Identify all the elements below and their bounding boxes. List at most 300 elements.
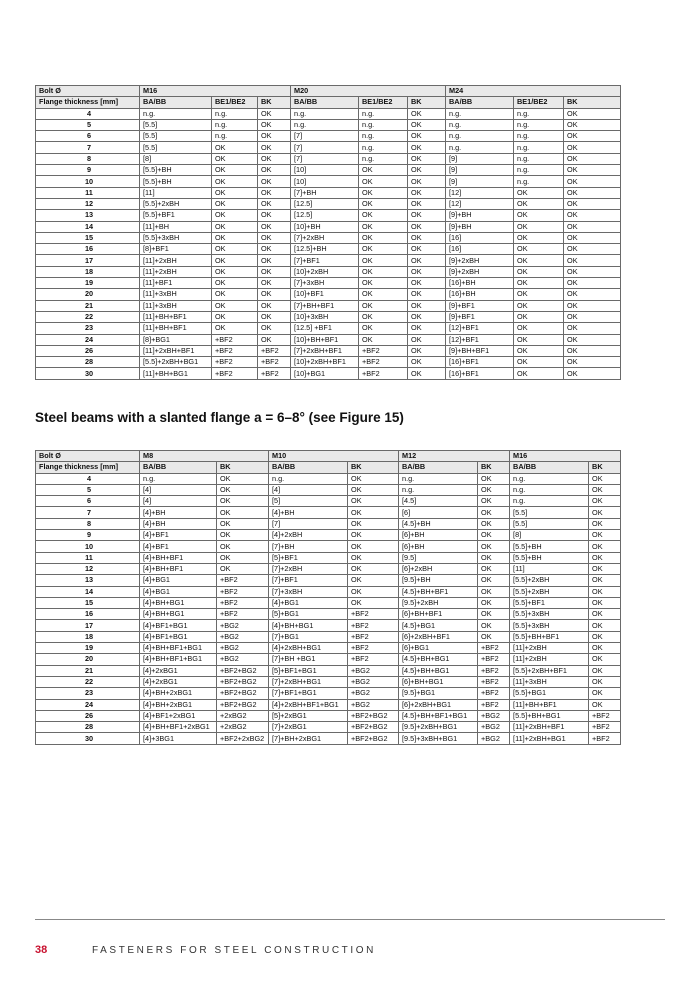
table-row xyxy=(36,232,621,243)
table-cell: [16]+BH xyxy=(446,289,514,300)
table-cell: OK xyxy=(589,473,621,484)
table-cell: [11] xyxy=(140,187,212,198)
flange-thickness-cell: 18 xyxy=(36,266,140,277)
table-cell: OK xyxy=(258,311,291,322)
table-cell: [9]+BH xyxy=(446,221,514,232)
table-cell: [5.5]+BH xyxy=(510,552,589,563)
table-cell: OK xyxy=(212,300,258,311)
table-cell: n.g. xyxy=(359,131,408,142)
table-cell: OK xyxy=(564,345,621,356)
table-row xyxy=(36,210,621,221)
flange-thickness-cell: 11 xyxy=(36,552,140,563)
table-cell: [4] xyxy=(269,484,348,495)
table-cell: OK xyxy=(408,187,446,198)
table-cell: [11]+3xBH xyxy=(510,676,589,687)
table-cell: OK xyxy=(514,232,564,243)
table-cell: n.g. xyxy=(514,119,564,130)
table-cell: OK xyxy=(478,620,510,631)
table-cell: OK xyxy=(359,221,408,232)
flange-thickness-cell: 7 xyxy=(36,507,140,518)
table-cell: [7] xyxy=(291,131,359,142)
table-cell: [7] xyxy=(269,518,348,529)
table-cell: OK xyxy=(589,699,621,710)
table-cell: OK xyxy=(564,311,621,322)
table-cell: [4.5]+BH+BG1 xyxy=(399,665,478,676)
header-bolt-size: M16 xyxy=(510,451,621,462)
header-flange-thickness: Flange thickness [mm] xyxy=(36,97,140,108)
table-cell: OK xyxy=(589,518,621,529)
table-cell: [8]+BG1 xyxy=(140,334,212,345)
table-cell: OK xyxy=(589,643,621,654)
table-row xyxy=(36,699,621,710)
table-row xyxy=(36,552,621,563)
table-cell: OK xyxy=(408,357,446,368)
table-cell: OK xyxy=(217,518,269,529)
table-cell: OK xyxy=(258,289,291,300)
table-cell: [4]+BF1+2xBG1 xyxy=(140,710,217,721)
table-cell: OK xyxy=(212,221,258,232)
table-cell: [5]+BF1+BG1 xyxy=(269,665,348,676)
flange-thickness-cell: 11 xyxy=(36,187,140,198)
table-cell: OK xyxy=(564,165,621,176)
table-cell: +BF2 xyxy=(258,357,291,368)
flange-thickness-cell: 17 xyxy=(36,620,140,631)
table-cell: OK xyxy=(258,323,291,334)
table-cell: OK xyxy=(564,255,621,266)
table-cell: OK xyxy=(359,278,408,289)
table-row xyxy=(36,586,621,597)
table-cell: OK xyxy=(212,323,258,334)
table-cell: n.g. xyxy=(510,473,589,484)
table-cell: [10]+BH xyxy=(291,221,359,232)
flange-thickness-cell: 22 xyxy=(36,676,140,687)
table-cell: OK xyxy=(514,221,564,232)
table-cell: [10]+BF1 xyxy=(291,289,359,300)
table-cell: OK xyxy=(258,153,291,164)
table-cell: +BF2 xyxy=(212,368,258,379)
table-cell: OK xyxy=(564,153,621,164)
flange-thickness-cell: 4 xyxy=(36,108,140,119)
table-cell: OK xyxy=(258,334,291,345)
table-cell: [16] xyxy=(446,244,514,255)
table-cell: [7]+BH xyxy=(269,541,348,552)
table-cell: [5.5] xyxy=(140,142,212,153)
table-cell: [6]+2xBH+BF1 xyxy=(399,631,478,642)
table-cell: +BF2 xyxy=(212,345,258,356)
table-cell: OK xyxy=(514,266,564,277)
table-cell: n.g. xyxy=(514,108,564,119)
table-row xyxy=(36,665,621,676)
table-cell: OK xyxy=(359,232,408,243)
table-cell: OK xyxy=(589,676,621,687)
table-cell: [9] xyxy=(446,165,514,176)
table-cell: OK xyxy=(408,278,446,289)
table-cell: +BF2 xyxy=(478,676,510,687)
table-cell: [7]+BH xyxy=(291,187,359,198)
table-row xyxy=(36,643,621,654)
table-cell: OK xyxy=(564,266,621,277)
table-cell: OK xyxy=(359,300,408,311)
table-row xyxy=(36,323,621,334)
table-cell: [9.5]+3xBH+BG1 xyxy=(399,733,478,744)
table-cell: OK xyxy=(589,688,621,699)
table-cell: [5.5] xyxy=(510,507,589,518)
table-cell: +BF2 xyxy=(258,345,291,356)
table-cell: +BG2 xyxy=(348,676,399,687)
table-cell: OK xyxy=(212,311,258,322)
table-cell: OK xyxy=(212,210,258,221)
header-fastener-type: BK xyxy=(478,462,510,473)
table-cell: [7]+3xBH xyxy=(291,278,359,289)
table-cell: [7] xyxy=(291,153,359,164)
table-cell: OK xyxy=(359,165,408,176)
table-cell: [9.5]+BH xyxy=(399,575,478,586)
header-fastener-type: BE1/BE2 xyxy=(514,97,564,108)
table-cell: OK xyxy=(589,665,621,676)
table-cell: +BF2 xyxy=(348,654,399,665)
header-fastener-type: BA/BB xyxy=(510,462,589,473)
table-cell: OK xyxy=(212,244,258,255)
flange-thickness-cell: 12 xyxy=(36,198,140,209)
table-cell: n.g. xyxy=(510,496,589,507)
table-cell: [7]+BG1 xyxy=(269,631,348,642)
table-cell: [11]+3xBH xyxy=(140,300,212,311)
table-cell: [8]+BF1 xyxy=(140,244,212,255)
table-row xyxy=(36,722,621,733)
table-cell: [5.5]+BH+BF1 xyxy=(510,631,589,642)
table-row xyxy=(36,165,621,176)
table-cell: OK xyxy=(408,131,446,142)
table-cell: [5.5]+2xBH xyxy=(140,198,212,209)
table-cell: [5]+BG1 xyxy=(269,609,348,620)
table-cell: OK xyxy=(564,119,621,130)
flange-thickness-cell: 9 xyxy=(36,165,140,176)
table-cell: OK xyxy=(348,484,399,495)
table-cell: OK xyxy=(359,187,408,198)
table-cell: OK xyxy=(589,507,621,518)
table-flange-m16-m24 xyxy=(35,85,621,380)
table-cell: [4]+BH xyxy=(140,518,217,529)
table-cell: +BF2 xyxy=(212,334,258,345)
table-cell: OK xyxy=(408,311,446,322)
table-cell: [5.5] xyxy=(140,131,212,142)
table-cell: OK xyxy=(408,266,446,277)
flange-thickness-cell: 19 xyxy=(36,643,140,654)
flange-thickness-cell: 17 xyxy=(36,255,140,266)
header-flange-thickness: Flange thickness [mm] xyxy=(36,462,140,473)
table-cell: OK xyxy=(514,334,564,345)
flange-thickness-cell: 28 xyxy=(36,722,140,733)
table-cell: n.g. xyxy=(359,153,408,164)
table-cell: OK xyxy=(478,484,510,495)
table-row xyxy=(36,311,621,322)
header-bolt-size: M12 xyxy=(399,451,510,462)
table-cell: OK xyxy=(514,311,564,322)
header-fastener-type: BA/BB xyxy=(140,462,217,473)
table-cell: OK xyxy=(478,518,510,529)
table-cell: OK xyxy=(258,176,291,187)
table-cell: [9]+2xBH xyxy=(446,255,514,266)
table-cell: [5.5] xyxy=(510,518,589,529)
table-cell: [12]+BF1 xyxy=(446,323,514,334)
table-cell: [4]+2xBH+BF1+BG1 xyxy=(269,699,348,710)
table-cell: [7]+2xBG1 xyxy=(269,722,348,733)
table-cell: [16]+BF1 xyxy=(446,368,514,379)
table-cell: OK xyxy=(408,232,446,243)
footer-title: FASTENERS FOR STEEL CONSTRUCTION xyxy=(92,945,376,956)
table-cell: [9] xyxy=(446,176,514,187)
table-cell: [5.5]+BH xyxy=(140,176,212,187)
table-cell: +BF2 xyxy=(478,654,510,665)
header-fastener-type: BE1/BE2 xyxy=(212,97,258,108)
flange-thickness-cell: 10 xyxy=(36,176,140,187)
table-cell: [11]+BF1 xyxy=(140,278,212,289)
table-cell: [4]+BG1 xyxy=(269,597,348,608)
table-cell: +BF2 xyxy=(478,699,510,710)
table-row xyxy=(36,153,621,164)
header-fastener-type: BA/BB xyxy=(140,97,212,108)
table-cell: [4]+BG1 xyxy=(140,586,217,597)
header-fastener-type: BA/BB xyxy=(269,462,348,473)
flange-thickness-cell: 30 xyxy=(36,368,140,379)
table-cell: +BF2 xyxy=(348,643,399,654)
table-cell: [5.5]+BF1 xyxy=(510,597,589,608)
table-cell: +BF2+2xBG2 xyxy=(217,733,269,744)
table-cell: [4]+2xBH xyxy=(269,530,348,541)
table-cell: OK xyxy=(589,654,621,665)
table-cell: +BF2 xyxy=(348,620,399,631)
table-cell: +BF2 xyxy=(217,609,269,620)
table-cell: OK xyxy=(348,541,399,552)
table-row xyxy=(36,119,621,130)
table-row xyxy=(36,563,621,574)
table-cell: OK xyxy=(217,484,269,495)
table-cell: OK xyxy=(478,609,510,620)
flange-thickness-cell: 7 xyxy=(36,142,140,153)
table-cell: OK xyxy=(359,210,408,221)
table-cell: OK xyxy=(348,575,399,586)
table-cell: [4]+BG1 xyxy=(140,575,217,586)
table-cell: [12]+BF1 xyxy=(446,334,514,345)
table-cell: OK xyxy=(478,586,510,597)
table-row xyxy=(36,368,621,379)
table-cell: OK xyxy=(258,278,291,289)
table-cell: [12.5] +BF1 xyxy=(291,323,359,334)
page-number: 38 xyxy=(35,944,48,956)
table-cell: [11]+2xBH+BF1 xyxy=(510,722,589,733)
table-cell: OK xyxy=(212,176,258,187)
table-row xyxy=(36,142,621,153)
table-cell: OK xyxy=(408,345,446,356)
table-cell: [11]+BH+BF1 xyxy=(140,323,212,334)
table-cell: OK xyxy=(478,530,510,541)
flange-thickness-cell: 22 xyxy=(36,311,140,322)
table-cell: OK xyxy=(348,586,399,597)
table-cell: [6]+BG1 xyxy=(399,643,478,654)
table-cell: [4]+BH xyxy=(140,507,217,518)
table-cell: OK xyxy=(217,563,269,574)
table-cell: OK xyxy=(212,289,258,300)
table-cell: OK xyxy=(258,232,291,243)
table-cell: [5.5]+3xBH xyxy=(140,232,212,243)
table-cell: n.g. xyxy=(446,142,514,153)
table-cell: n.g. xyxy=(510,484,589,495)
table-cell: +BF2 xyxy=(217,597,269,608)
table-cell: OK xyxy=(217,541,269,552)
table-row xyxy=(36,507,621,518)
table-cell: OK xyxy=(359,323,408,334)
table-cell: OK xyxy=(258,108,291,119)
table-cell: OK xyxy=(514,300,564,311)
table-cell: n.g. xyxy=(514,165,564,176)
table-row xyxy=(36,597,621,608)
table-cell: n.g. xyxy=(514,153,564,164)
flange-thickness-cell: 8 xyxy=(36,518,140,529)
table-cell: [11]+2xBH xyxy=(140,255,212,266)
table-cell: [9]+2xBH xyxy=(446,266,514,277)
table-cell: [5.5]+BH xyxy=(510,541,589,552)
table-cell: +BG2 xyxy=(217,631,269,642)
table-cell: +BF2+BG2 xyxy=(348,733,399,744)
table-cell: OK xyxy=(514,255,564,266)
table-cell: OK xyxy=(408,300,446,311)
table-cell: [6]+2xBH+BG1 xyxy=(399,699,478,710)
table-cell: [4] xyxy=(140,496,217,507)
table-cell: [5.5]+BG1 xyxy=(510,688,589,699)
table-row xyxy=(36,688,621,699)
table-cell: [9]+BH xyxy=(446,210,514,221)
table-cell: +BG2 xyxy=(217,654,269,665)
table-cell: OK xyxy=(348,473,399,484)
table-cell: OK xyxy=(564,278,621,289)
flange-thickness-cell: 15 xyxy=(36,232,140,243)
table-cell: OK xyxy=(514,210,564,221)
table-row xyxy=(36,345,621,356)
table-cell: n.g. xyxy=(399,484,478,495)
table-cell: +BG2 xyxy=(478,733,510,744)
table-cell: OK xyxy=(359,176,408,187)
table-cell: OK xyxy=(478,496,510,507)
table-cell: OK xyxy=(359,198,408,209)
table-cell: OK xyxy=(408,119,446,130)
table-cell: OK xyxy=(408,255,446,266)
table-row xyxy=(36,255,621,266)
table-cell: +BF2 xyxy=(589,733,621,744)
flange-thickness-cell: 18 xyxy=(36,631,140,642)
table-cell: OK xyxy=(478,507,510,518)
table-row xyxy=(36,518,621,529)
table-cell: [4]+BF1 xyxy=(140,541,217,552)
table-cell: n.g. xyxy=(399,473,478,484)
table-subheader-row xyxy=(36,97,621,108)
table-cell: +BF2+BG2 xyxy=(217,688,269,699)
table-cell: OK xyxy=(514,289,564,300)
table-cell: [11]+2xBH+BG1 xyxy=(510,733,589,744)
table-cell: [7] xyxy=(291,142,359,153)
table-cell: [12.5]+BH xyxy=(291,244,359,255)
table-row xyxy=(36,176,621,187)
table-cell: OK xyxy=(258,165,291,176)
table-cell: OK xyxy=(348,552,399,563)
table-cell: [10] xyxy=(291,165,359,176)
table-cell: [5] xyxy=(269,496,348,507)
table-cell: [4]+BH+2xBG1 xyxy=(140,699,217,710)
header-fastener-type: BK xyxy=(589,462,621,473)
table-cell: OK xyxy=(408,368,446,379)
table-cell: n.g. xyxy=(514,131,564,142)
table-cell: n.g. xyxy=(140,108,212,119)
table-row xyxy=(36,609,621,620)
table-cell: OK xyxy=(408,221,446,232)
table-cell: [11] xyxy=(510,563,589,574)
table-cell: [4]+BH+BG1 xyxy=(140,597,217,608)
table-cell: +2xBG2 xyxy=(217,722,269,733)
table-cell: [4]+BH+BF1 xyxy=(140,552,217,563)
table-cell: [5.5]+BH+BG1 xyxy=(510,710,589,721)
table-cell: [5.5] xyxy=(140,119,212,130)
table-cell: [5.5]+3xBH xyxy=(510,609,589,620)
flange-thickness-cell: 24 xyxy=(36,334,140,345)
table-cell: OK xyxy=(564,357,621,368)
table-cell: n.g. xyxy=(212,108,258,119)
table-cell: OK xyxy=(478,541,510,552)
table-cell: +BF2 xyxy=(478,643,510,654)
table-cell: +BF2 xyxy=(359,368,408,379)
table-cell: OK xyxy=(564,108,621,119)
table-cell: [5.5]+2xBH xyxy=(510,575,589,586)
flange-thickness-cell: 16 xyxy=(36,244,140,255)
table-cell: [9]+BF1 xyxy=(446,300,514,311)
table-cell: OK xyxy=(212,142,258,153)
table-cell: n.g. xyxy=(269,473,348,484)
table-cell: OK xyxy=(514,187,564,198)
flange-thickness-cell: 5 xyxy=(36,484,140,495)
header-bolt-size: M8 xyxy=(140,451,269,462)
table-cell: [4.5]+BH+BG1 xyxy=(399,654,478,665)
table-cell: OK xyxy=(514,198,564,209)
table-cell: [10]+BH+BF1 xyxy=(291,334,359,345)
flange-thickness-cell: 21 xyxy=(36,300,140,311)
table-cell: OK xyxy=(348,518,399,529)
table-cell: OK xyxy=(564,289,621,300)
header-fastener-type: BA/BB xyxy=(446,97,514,108)
table-cell: [16]+BH xyxy=(446,278,514,289)
table-cell: [4.5]+BH+BF1 xyxy=(399,586,478,597)
table-cell: OK xyxy=(589,563,621,574)
table-cell: OK xyxy=(564,300,621,311)
table-cell: +BG2 xyxy=(348,665,399,676)
table-cell: +BF2+BG2 xyxy=(348,710,399,721)
table-cell: [11]+2xBH xyxy=(510,643,589,654)
table-cell: +BF2 xyxy=(217,586,269,597)
flange-thickness-cell: 20 xyxy=(36,289,140,300)
table-cell: +BG2 xyxy=(348,699,399,710)
table-cell: n.g. xyxy=(291,119,359,130)
table-cell: [10]+3xBH xyxy=(291,311,359,322)
table-cell: OK xyxy=(359,244,408,255)
table-cell: OK xyxy=(478,597,510,608)
table-cell: [11]+2xBH xyxy=(510,654,589,665)
flange-thickness-cell: 23 xyxy=(36,323,140,334)
table-cell: OK xyxy=(514,345,564,356)
table-cell: OK xyxy=(359,255,408,266)
table-cell: OK xyxy=(212,165,258,176)
table-cell: +BF2 xyxy=(212,357,258,368)
table-row xyxy=(36,484,621,495)
table-header-row xyxy=(36,451,621,462)
table-cell: OK xyxy=(564,244,621,255)
table-cell: [7]+2xBH xyxy=(291,232,359,243)
